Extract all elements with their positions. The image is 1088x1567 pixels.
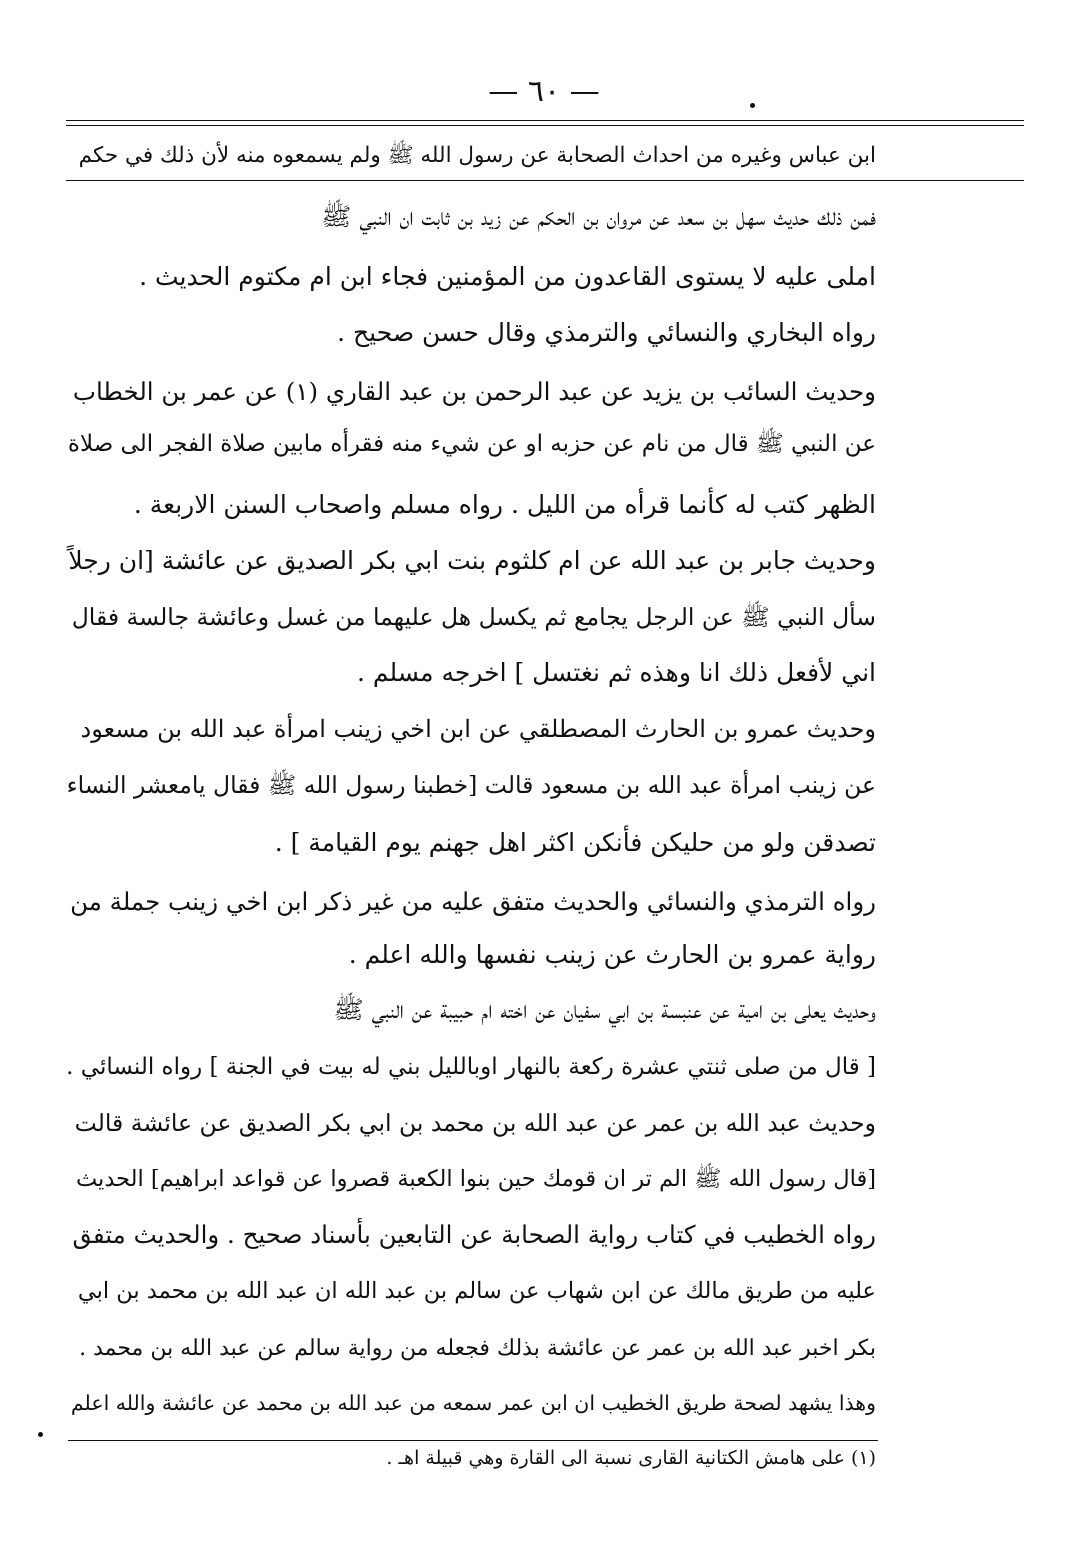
body-line: عليه من طريق مالك عن ابن شهاب عن سالم بن عبد الله ان عبد الله بن محمد بن ابي	[77, 1278, 876, 1304]
body-line: تصدقن ولو من حليكن فأنكن اكثر اهل جهنم يوم القيامة ] .	[274, 828, 876, 857]
body-line: [ قال من صلى ثنتي عشرة ركعة بالنهار اوبالليل بني له بيت في الجنة ] رواه النسائي .	[66, 1054, 876, 1080]
body-line: عن النبي ﷺ قال من نام عن حزبه او عن شيء منه فقرأه مابين صلاة الفجر الى صلاة	[67, 431, 876, 457]
body-line: املى عليه لا يستوى القاعدون من المؤمنين فجاء ابن ام مكتوم الحديث .	[139, 262, 876, 291]
footnote-rule	[68, 1440, 878, 1441]
ink-speck	[38, 1432, 43, 1437]
body-line: وهذا يشهد لصحة طريق الخطيب ان ابن عمر سمعه من عبد الله بن محمد عن عائشة والله اعلم	[70, 1391, 876, 1415]
header-rule-top	[66, 120, 1024, 121]
footnote: (١) على هامش الكتانية القارى نسبة الى القارة وهي قبيلة اهـ .	[386, 1447, 876, 1469]
header-rule-bottom	[66, 180, 1024, 181]
body-line: بكر اخبر عبد الله بن عمر عن عائشة بذلك فجعله من رواية سالم عن عبد الله بن محمد .	[79, 1336, 876, 1361]
body-line: عن زينب امرأة عبد الله بن مسعود قالت [خطبنا رسول الله ﷺ فقال يامعشر النساء	[66, 771, 876, 799]
ink-speck	[750, 103, 755, 108]
body-line: الظهر كتب له كأنما قرأه من الليل . رواه مسلم واصحاب السنن الاربعة .	[133, 490, 876, 519]
body-line: وحديث عمرو بن الحارث المصطلقي عن ابن اخي زينب امرأة عبد الله بن مسعود	[80, 715, 876, 743]
body-line: رواه البخاري والنسائي والترمذي وقال حسن صحيح .	[337, 318, 876, 347]
body-line: اني لأفعل ذلك انا وهذه ثم نغتسل ] اخرجه مسلم .	[357, 658, 876, 687]
body-line: فمن ذلك حديث سهل بن سعد عن مروان بن الحكم عن زيد بن ثابت ان النبي ﷺ	[321, 202, 876, 231]
body-line: وحديث جابر بن عبد الله عن ام كلثوم بنت ابي بكر الصديق عن عائشة [ان رجلاً	[68, 546, 876, 575]
running-header-line: ابن عباس وغيره من احداث الصحابة عن رسول الله ﷺ ولم يسمعوه منه لأن ذلك في حكم	[78, 143, 876, 168]
body-line: رواية عمرو بن الحارث عن زينب نفسها والله اعلم .	[348, 940, 876, 969]
body-line: وحديث يعلى بن امية عن عنبسة بن ابي سفيان عن اخته ام حبيبة عن النبي ﷺ	[333, 995, 876, 1024]
body-line: وحديث السائب بن يزيد عن عبد الرحمن بن عبد القاري (١) عن عمر بن الخطاب	[72, 377, 876, 406]
page-number: — ٦٠ —	[488, 74, 600, 109]
body-line: رواه الترمذي والنسائي والحديث متفق عليه من غير ذكر ابن اخي زينب جملة من	[70, 887, 876, 916]
body-line: رواه الخطيب في كتاب رواية الصحابة عن التابعين بأسناد صحيح . والحديث متفق	[72, 1220, 876, 1249]
body-line: سأل النبي ﷺ عن الرجل يجامع ثم يكسل هل عليهما من غسل وعائشة جالسة فقال	[71, 603, 876, 631]
header-rule-top-double	[66, 125, 1024, 126]
body-line: وحديث عبد الله بن عمر عن عبد الله بن محمد بن ابي بكر الصديق عن عائشة قالت	[74, 1109, 876, 1137]
body-line: [قال رسول الله ﷺ الم تر ان قومك حين بنوا الكعبة قصروا عن قواعد ابراهيم] الحديث	[75, 1166, 876, 1192]
